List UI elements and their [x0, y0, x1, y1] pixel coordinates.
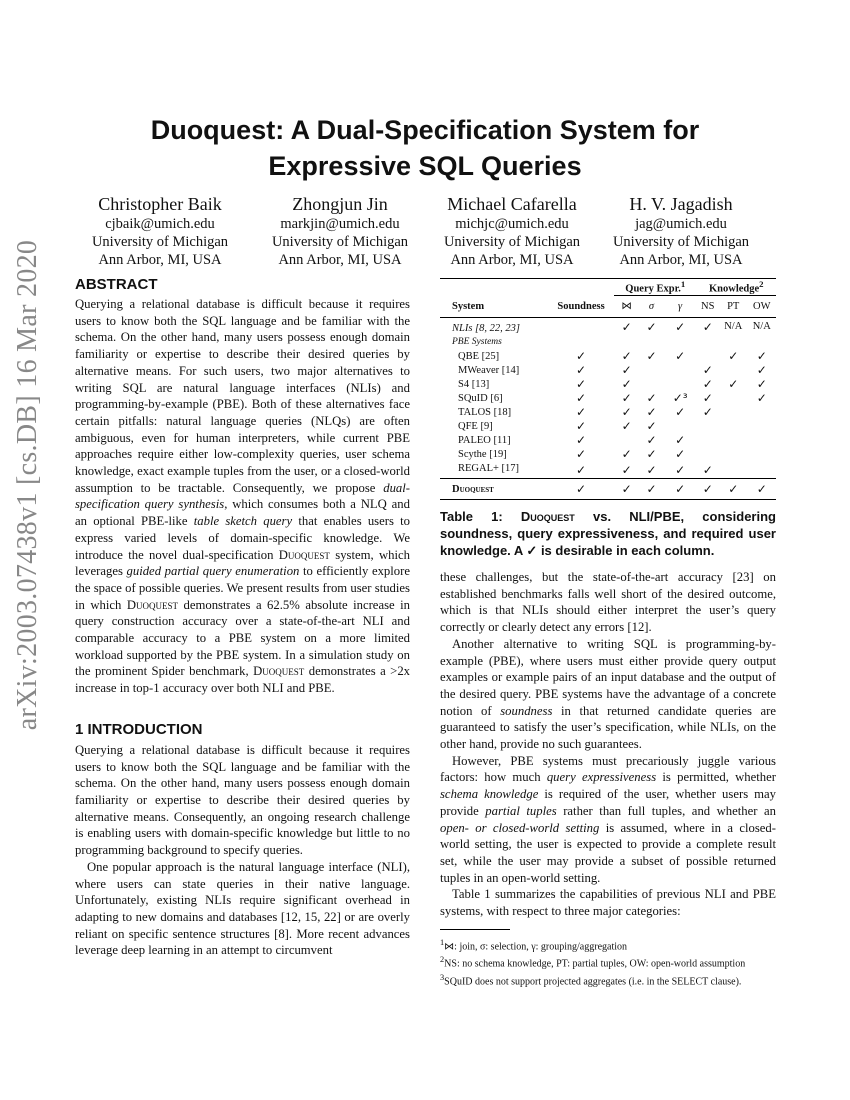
table-row: S4 [13] ✓ ✓ ✓ ✓ ✓ — [458, 377, 767, 391]
author-jagadish — [596, 193, 766, 269]
table-row-duoquest: Duoquest ✓ ✓ ✓ ✓ ✓ ✓ ✓ — [440, 479, 776, 500]
header-soundness: Soundness — [557, 300, 605, 312]
table-row-pbe-label — [440, 335, 776, 349]
table-row: SQuID [6] ✓ ✓ ✓ ✓³ ✓ ✓ — [458, 391, 767, 405]
author-email: jag@umich.edu — [635, 216, 727, 232]
intro-paragraph-2: One popular approach is the natural language interface (NLI), where users can state queries in their native language. Unfortunately, existing NLIs require significant overhead in adapting to new domains and databases [12, 15, 22] or are overly reliant on specific sentence structures [8]. More recent advances leverage deep learning in an attempt to circumvent — [75, 859, 410, 958]
author-name: Christopher Baik — [98, 194, 222, 214]
author-affiliation: University of Michigan — [612, 234, 750, 250]
header-system: System — [452, 300, 485, 312]
footnote-2: $^2$NS: no schema knowledge, PT: partial tuples, OW: open-world assumption — [440, 955, 746, 970]
arxiv-side-label — [8, 239, 48, 731]
pbe-systems-label: PBE Systems — [452, 337, 502, 347]
table-row: PALEO [11] ✓ ✓ ✓ — [458, 433, 686, 447]
author-name: Michael Cafarella — [447, 194, 577, 214]
author-jin — [255, 193, 425, 269]
table-row-nli: NLIs [8, 22, 23] ✓ ✓ ✓ ✓ N/A N/A — [440, 318, 776, 336]
table-caption: Table 1: Duoquest vs. NLI/PBE, considering soundness, query expressiveness, and required user knowledge. A ✓ is desirable in each column. — [440, 509, 776, 558]
footnote-1: $^1$⋈: join, σ: selection, γ: grouping/aggregation — [440, 938, 628, 953]
footnote-rule — [440, 929, 510, 930]
right-paragraph-2: Another alternative to writing SQL is programming-by-example (PBE), where users must either provide query output examples or example pairs of an input database and the output of the desired query. PBE systems have the advantage of a concrete notion of soundness in that returned candidate queries are guaranteed to satisfy the user’s specification, while NLIs, on the other hand, provide no such guarantees. — [440, 636, 777, 752]
row-system-name: NLIs [8, 22, 23] — [452, 322, 520, 334]
header-ow: OW — [752, 300, 771, 312]
author-cafarella — [427, 193, 597, 269]
group-knowledge: Knowledge$^2$ — [697, 279, 776, 296]
table-row: Scythe [19] ✓ ✓ ✓ ✓ — [458, 447, 686, 461]
right-paragraph-3: However, PBE systems must precariously juggle various factors: how much query expressiveness is permitted, whether schema knowledge is required of the user, whether users may provide partial tuples rather than full tuples, and whether an open- or closed-world setting is assumed, where in a closed-world setting, the user is expected to provide a complete result set, while the user may provide a subset of possible returned tuples in an open-world setting. — [440, 753, 777, 885]
right-paragraph-1: these challenges, but the state-of-the-art accuracy [23] on established benchmarks falls well short of the desired outcome, which is that NLIs should either interpret the user’s query correctly or clearly detect any errors [12]. — [440, 570, 776, 635]
author-email: michjc@umich.edu — [455, 216, 569, 232]
author-name: H. V. Jagadish — [629, 194, 733, 214]
row-system-name: Duoquest — [452, 483, 494, 495]
arxiv-id-text: arXiv:2003.07438v1 [cs.DB] 16 Mar 2020 — [12, 239, 43, 731]
header-gamma: γ — [678, 300, 683, 312]
header-join: ⋈ — [621, 301, 632, 313]
author-email: markjin@umich.edu — [280, 216, 400, 232]
paper-title — [75, 112, 775, 184]
author-baik — [75, 193, 245, 269]
footnote-3: $^3$SQuID does not support projected aggregates (i.e. in the SELECT clause). — [440, 972, 742, 987]
table-row: REGAL+ [17] ✓ ✓ ✓ ✓ ✓ — [458, 462, 713, 477]
author-affiliation: University of Michigan — [271, 234, 409, 250]
author-name: Zhongjun Jin — [292, 194, 388, 214]
author-affiliation: University of Michigan — [91, 234, 229, 250]
author-affiliation: University of Michigan — [443, 234, 581, 250]
abstract-heading: ABSTRACT — [75, 276, 158, 293]
header-pt: PT — [727, 300, 740, 312]
introduction-heading: 1 INTRODUCTION — [75, 720, 203, 738]
title-line-1: Duoquest: A Dual-Specification System for — [150, 115, 700, 145]
author-location: Ann Arbor, MI, USA — [98, 252, 222, 268]
header-sigma: σ — [648, 300, 655, 312]
header-ns: NS — [701, 300, 715, 312]
capability-table — [440, 278, 776, 500]
author-email: cjbaik@umich.edu — [105, 216, 215, 232]
author-location: Ann Arbor, MI, USA — [619, 252, 743, 268]
title-line-2: Expressive SQL Queries — [268, 151, 582, 181]
footnotes — [440, 936, 776, 988]
author-location: Ann Arbor, MI, USA — [450, 252, 574, 268]
table-row: QBE [25] ✓ ✓ ✓ ✓ ✓ ✓ — [458, 349, 767, 363]
author-location: Ann Arbor, MI, USA — [278, 252, 402, 268]
right-paragraph-4: Table 1 summarizes the capabilities of previous NLI and PBE systems, with respect to three major categories: — [440, 887, 776, 919]
right-column-text — [440, 569, 776, 920]
table-row: TALOS [18] ✓ ✓ ✓ ✓ ✓ — [458, 405, 713, 419]
intro-paragraph-1: Querying a relational database is difficult because it requires users to know both the SQL language and be familiar with the schema. On the other hand, many users possess enough domain familiarity or expertise to describe their desired queries by alternative means. Consequently, an ongoing research challenge is enabling users with domain-specific knowledge but little to no programming background to specify queries. — [75, 742, 410, 858]
table-1 — [440, 278, 776, 559]
author-block — [75, 193, 775, 273]
table-row: MWeaver [14] ✓ ✓ ✓ ✓ — [458, 363, 767, 377]
table-row: QFE [9] ✓ ✓ ✓ — [458, 419, 657, 433]
left-column — [75, 276, 410, 959]
abstract-paragraph: Querying a relational database is difficult because it requires users to know both the SQL language and be familiar with the schema. On the other hand, many users possess enough domain familiarity or expertise to describe their desired queries by alternative means. For such users, two major alternatives to writing SQL are natural language interfaces (NLIs) and programming-by-example (PBE). Both of these alternatives face certain pitfalls: natural language queries (NLQs) are often ambiguous, even for human interpreters, while current PBE approaches require either low-complexity queries, user schema knowledge, exact example tuples from the user, or a closed-world assumption to be tractable. Consequently, we propose dual-specification query synthesis, which consumes both a NLQ and an optional PBE-like table sketch query that enables users to express varied levels of domain-specific knowledge. We introduce the novel dual-specification Duoquest system, which leverages guided partial query enumeration to efficiently explore the space of possible queries. We present results from user studies in which Duoquest demonstrates a 62.5% absolute increase in query construction accuracy over a state-of-the-art NLI and comparable accuracy to a PBE system on a more limited workload supported by the PBE system. In a simulation study on the prominent Spider benchmark, Duoquest demonstrates a >2x increase in top-1 accuracy over both NLI and PBE. — [75, 297, 411, 696]
group-query-expr: Query Expr.$^1$ — [614, 279, 696, 296]
